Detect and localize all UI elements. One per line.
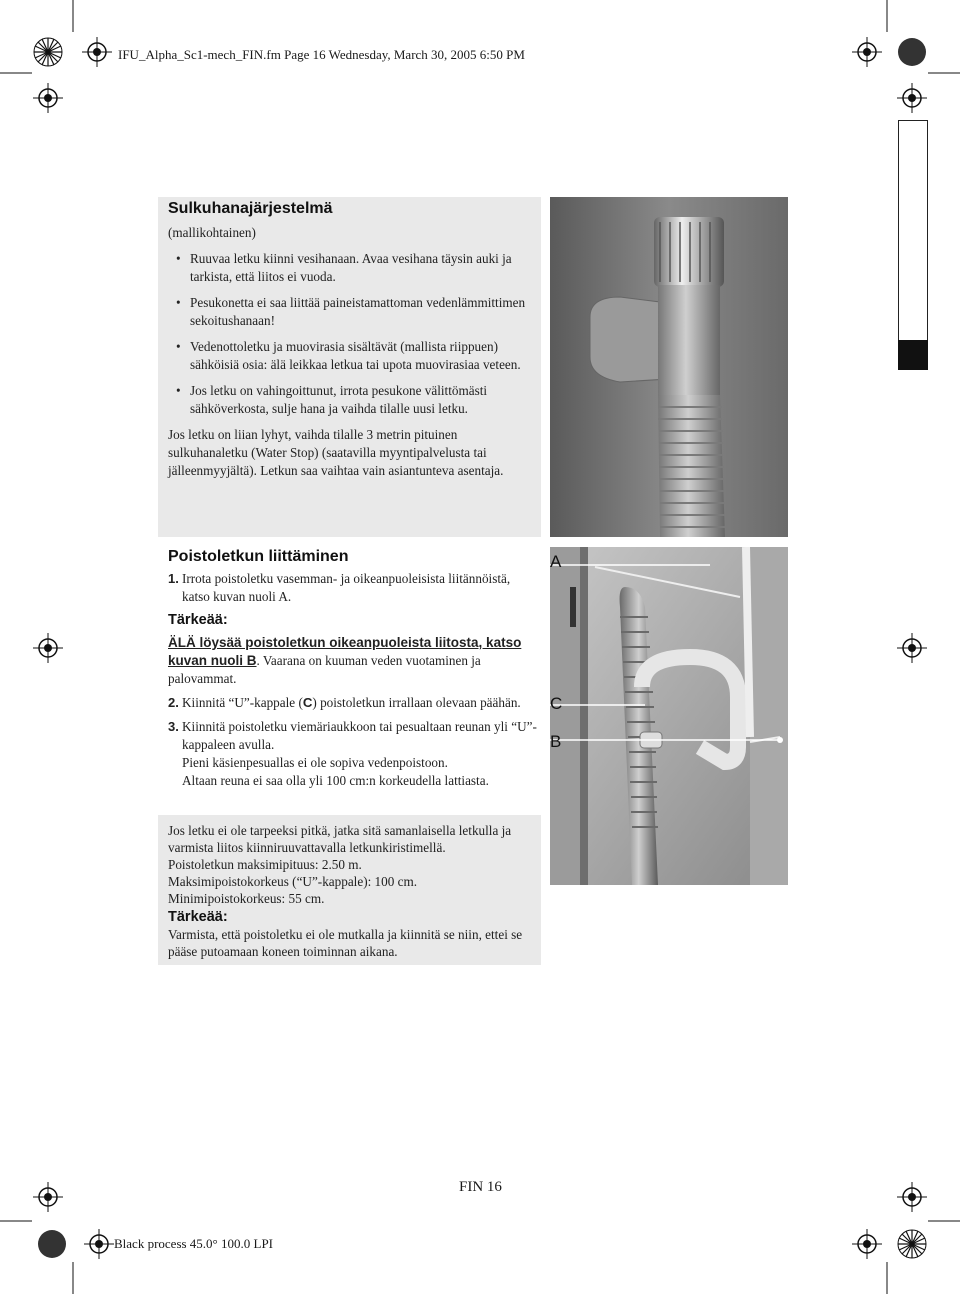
note-text: Varmista, että poistoletku ei ole mutkalla ja kiinnitä se niin, ettei se pääse putoamaan koneen toiminnan aikana. [168, 927, 523, 959]
note-text: Maksimipoistokorkeus (“U”-kappale): 100 cm. [168, 874, 418, 889]
important-label: Tärkeää: [168, 612, 228, 628]
paragraph: Jos letku on liian lyhyt, vaihda tilalle 3 metrin pituinen sulkuhanaletku (Water Stop) (saatavilla myyntipalvelusta tai jälleenmyyjältä). Letkun saa vaihtaa vain asiantunteva asentaja. [168, 427, 504, 478]
step-text: Irrota poistoletku vasemman- ja oikeanpuoleisista liitännöistä, katso kuvan nuoli A. [182, 571, 511, 604]
registration-crosshair-icon [82, 37, 112, 67]
registration-crosshair-icon [84, 1229, 114, 1259]
registration-crosshair-icon [852, 37, 882, 67]
warning-underlined: ÄLÄ löysää poistoletkun oikeanpuoleista liitosta, katso kuvan nuoli B [168, 635, 522, 668]
section-title: Sulkuhanajärjestelmä [168, 200, 333, 217]
registration-crosshair-icon [897, 633, 927, 663]
registration-crosshair-icon [33, 83, 63, 113]
page-number: FIN 16 [459, 1179, 502, 1195]
note-text: Jos letku ei ole tarpeeksi pitkä, jatka sitä samanlaisella letkulla ja varmista liitos kiinniruuvattavalla letkunkiristimellä. [168, 823, 512, 855]
water-stop-content [168, 200, 538, 480]
registration-crosshair-icon [897, 83, 927, 113]
step-number: 3. [168, 719, 179, 734]
section-subtitle: (mallikohtainen) [168, 225, 256, 240]
figure-label-b: B [550, 732, 562, 751]
step-list [168, 694, 538, 790]
registration-dot-icon [37, 1229, 67, 1259]
list-item: • Jos letku on vahingoittunut, irrota pesukone välittömästi sähköverkosta, sulje hana ja vaihda tilalle uusi letku. [168, 382, 538, 418]
step-text: Kiinnitä poistoletku viemäriaukkoon tai pesualtaan reunan yli “U”-kappaleen avulla. [182, 719, 537, 752]
list-item: • Vedenottoletku ja muovirasia sisältävät (mallista riippuen) sähköisiä osia: älä leikkaa letkua tai upota muovirasiaa veteen. [168, 338, 538, 374]
printer-header: IFU_Alpha_Sc1-mech_FIN.fm Page 16 Wednesday, March 30, 2005 6:50 PM [118, 47, 525, 62]
registration-star-icon [33, 37, 63, 67]
registration-star-icon [897, 1229, 927, 1259]
figure-label-a: A [550, 552, 562, 571]
step-text: Kiinnitä “U”-kappale ( [182, 695, 303, 710]
list-item: • Pesukonetta ei saa liittää paineistamattoman vedenlämmittimen sekoitushanaan! [168, 294, 538, 330]
drain-hose-section [168, 548, 538, 796]
step-number: 1. [168, 571, 179, 586]
note-text: Minimipoistokorkeus: 55 cm. [168, 891, 325, 906]
list-item [168, 694, 538, 712]
figure-label-c: C [550, 694, 563, 713]
bullet-list [168, 250, 538, 418]
step-number: 2. [168, 695, 179, 710]
list-item [168, 718, 538, 790]
list-item [168, 570, 538, 606]
printer-footer: Black process 45.0° 100.0 LPI [114, 1236, 274, 1251]
water-stop-hose-photo [550, 197, 788, 537]
note-text: Poistoletkun maksimipituus: 2.50 m. [168, 857, 362, 872]
registration-dot-icon [897, 37, 927, 67]
registration-crosshair-icon [33, 1182, 63, 1212]
step-letter: C [302, 695, 313, 710]
registration-crosshair-icon [852, 1229, 882, 1259]
step-text: ) poistoletkun irrallaan olevaan päähän. [312, 695, 521, 710]
step-text: Pieni käsienpesuallas ei ole sopiva vedenpoistoon. [182, 755, 448, 770]
section-title: Poistoletkun liittäminen [168, 548, 349, 565]
important-label: Tärkeää: [168, 909, 228, 925]
step-text: Altaan reuna ei saa olla yli 100 cm:n korkeudella lattiasta. [182, 773, 489, 788]
warning [168, 634, 538, 688]
list-item: • Ruuvaa letku kiinni vesihanaan. Avaa vesihana täysin auki ja tarkista, että liitos ei vuoda. [168, 250, 538, 286]
section-side-tab-marker [898, 340, 928, 370]
registration-crosshair-icon [33, 633, 63, 663]
section-side-tab [898, 120, 928, 370]
drain-hose-photo [550, 547, 788, 885]
drain-hose-notes [168, 822, 536, 960]
step-list [168, 570, 538, 606]
registration-crosshair-icon [897, 1182, 927, 1212]
warning-rest: . Vaarana on kuuman veden vuotaminen ja palovammat. [168, 653, 481, 686]
